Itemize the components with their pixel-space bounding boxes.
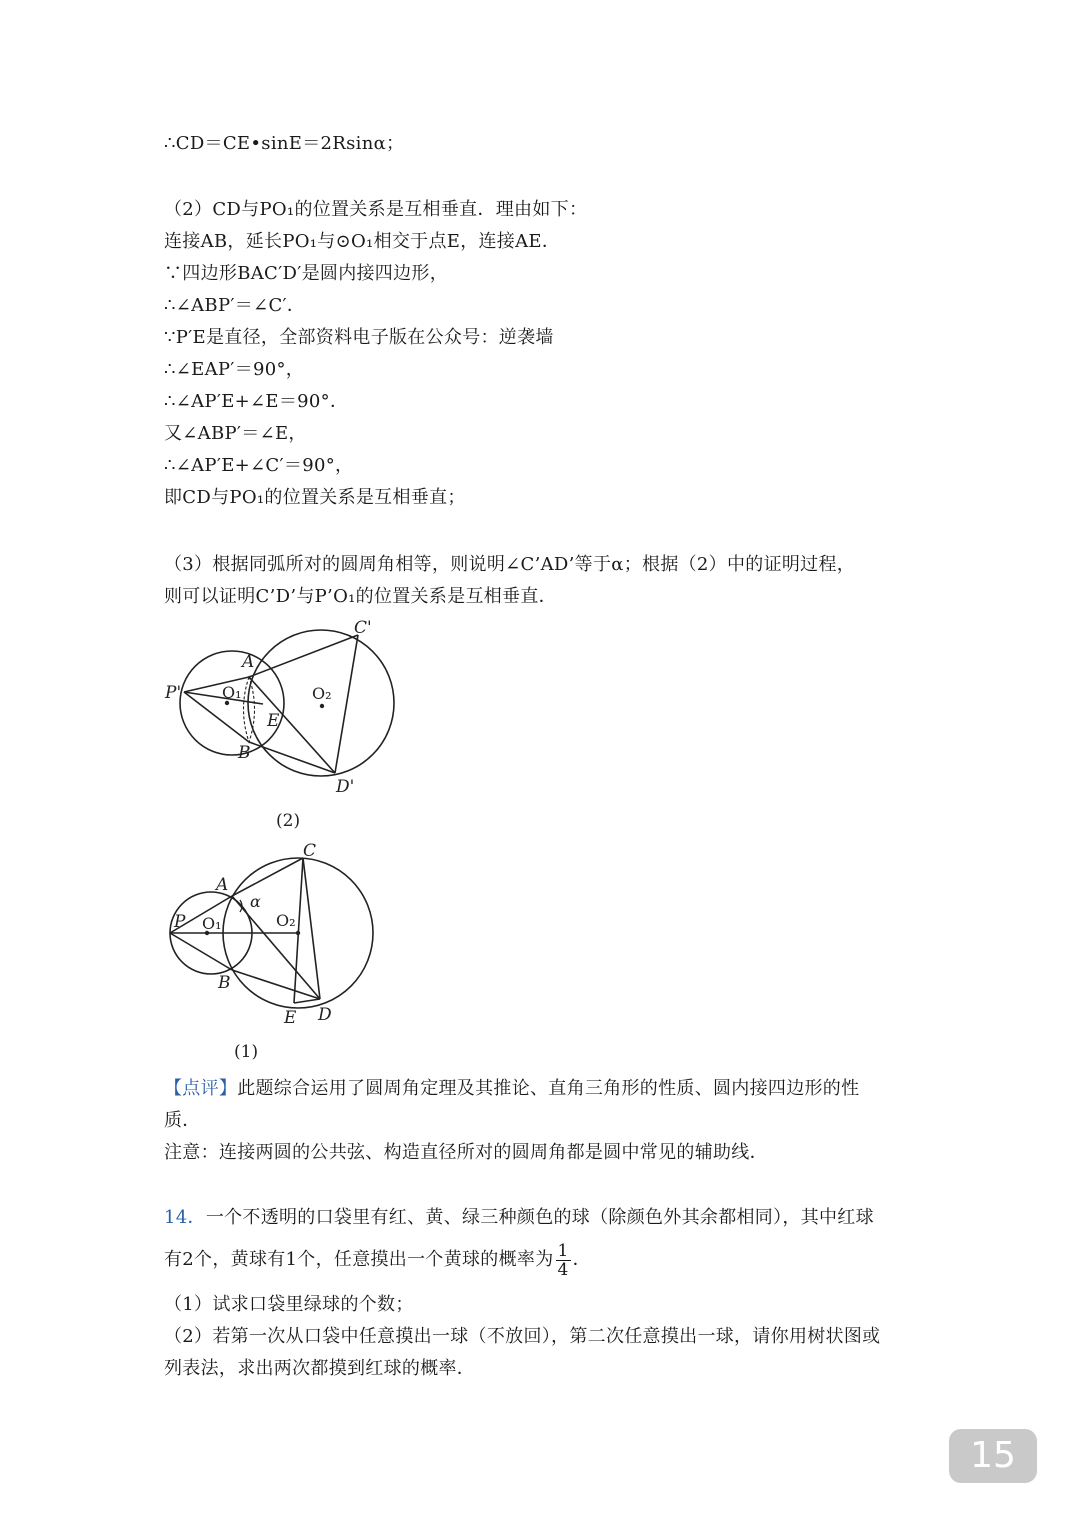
proof-line-8: ∴∠AP′E+∠E＝90°． <box>164 391 349 412</box>
q14-part-1: （1）试求口袋里绿球的个数； <box>164 1294 414 1315</box>
label-e: E <box>267 711 280 731</box>
page-number-badge: 15 <box>949 1429 1037 1483</box>
proof-line-13: 则可以证明C’D’与P’O₁的位置关系是互相垂直． <box>164 586 557 607</box>
q14-part-2b: 列表法，求出两次都摸到红球的概率． <box>164 1358 476 1379</box>
comment-line-2: 质． <box>164 1110 201 1131</box>
label-a: A <box>216 875 229 895</box>
circle-o1 <box>180 651 284 755</box>
q14-text-2: 有2个，黄球有1个，任意摸出一个黄球的概率为 <box>164 1249 554 1270</box>
label-a: A <box>242 652 255 672</box>
segment-ed <box>294 999 320 1003</box>
q14-line-2 <box>164 1240 591 1280</box>
proof-line-1: ∴CD＝CE•sinE＝2Rsinα； <box>164 133 405 154</box>
segment-cd <box>335 635 358 773</box>
label-b: B <box>218 973 231 993</box>
comment-tag: 【点评】 <box>164 1078 238 1099</box>
fraction-numerator: 1 <box>557 1240 569 1261</box>
figure-1 <box>160 838 420 1072</box>
label-o1: O₁ <box>202 914 222 933</box>
proof-line-7: ∴∠EAP′＝90°， <box>164 359 305 380</box>
proof-line-5: ∴∠ABP′＝∠C′． <box>164 295 306 316</box>
label-p: P' <box>165 683 182 703</box>
figure-1-diagram <box>160 838 420 1068</box>
label-o2: O₂ <box>276 911 296 930</box>
label-p: P <box>174 912 186 932</box>
proof-line-4: ∵四边形BAC′D′是圆内接四边形， <box>164 263 449 284</box>
label-o1: O₁ <box>222 683 242 702</box>
q14-text-1: 一个不透明的口袋里有红、黄、绿三种颜色的球（除颜色外其余都相同），其中红球 <box>205 1207 874 1228</box>
figure-2 <box>160 615 420 841</box>
proof-line-11: 即CD与PO₁的位置关系是互相垂直； <box>164 487 466 508</box>
proof-line-2: （2）CD与PO₁的位置关系是互相垂直．理由如下： <box>164 199 588 220</box>
figure-2-caption: (2) <box>276 811 301 831</box>
comment-line-3: 注意：连接两圆的公共弦、构造直径所对的圆周角都是圆中常见的辅助线． <box>164 1142 768 1163</box>
fraction-denominator: 4 <box>557 1259 569 1280</box>
comment-line-1 <box>164 1075 859 1103</box>
label-c: C' <box>354 618 372 638</box>
q14-line-1 <box>164 1204 874 1232</box>
label-o2: O₂ <box>312 684 332 703</box>
circle-o2 <box>248 630 394 776</box>
label-c: C <box>303 841 317 861</box>
figure-1-caption: (1) <box>234 1042 259 1062</box>
proof-line-9: 又∠ABP′＝∠E， <box>164 423 307 444</box>
q14-number: 14． <box>164 1207 206 1228</box>
q14-text-2-end: ． <box>572 1249 591 1270</box>
figure-2-diagram <box>160 615 420 837</box>
label-d: D' <box>336 777 355 797</box>
label-d: D <box>318 1005 332 1025</box>
q14-part-2a: （2）若第一次从口袋中任意摸出一球（不放回），第二次任意摸出一球，请你用树状图或 <box>164 1326 881 1347</box>
segment-cd <box>303 858 320 999</box>
label-alpha: α <box>250 892 261 911</box>
label-b: B <box>238 743 251 763</box>
label-e: E <box>284 1008 297 1028</box>
proof-line-3: 连接AB，延长PO₁与⊙O₁相交于点E，连接AE． <box>164 231 561 252</box>
proof-line-10: ∴∠AP′E+∠C′＝90°， <box>164 455 354 476</box>
probability-fraction <box>556 1242 571 1279</box>
proof-line-6: ∵P′E是直径，全部资料电子版在公众号：逆袭墙 <box>164 327 554 348</box>
segment-ce <box>294 858 303 1003</box>
comment-text-1: 此题综合运用了圆周角定理及其推论、直角三角形的性质、圆内接四边形的性 <box>237 1078 860 1099</box>
proof-line-12: （3）根据同弧所对的圆周角相等，则说明∠C’AD’等于α；根据（2）中的证明过程， <box>164 554 856 575</box>
